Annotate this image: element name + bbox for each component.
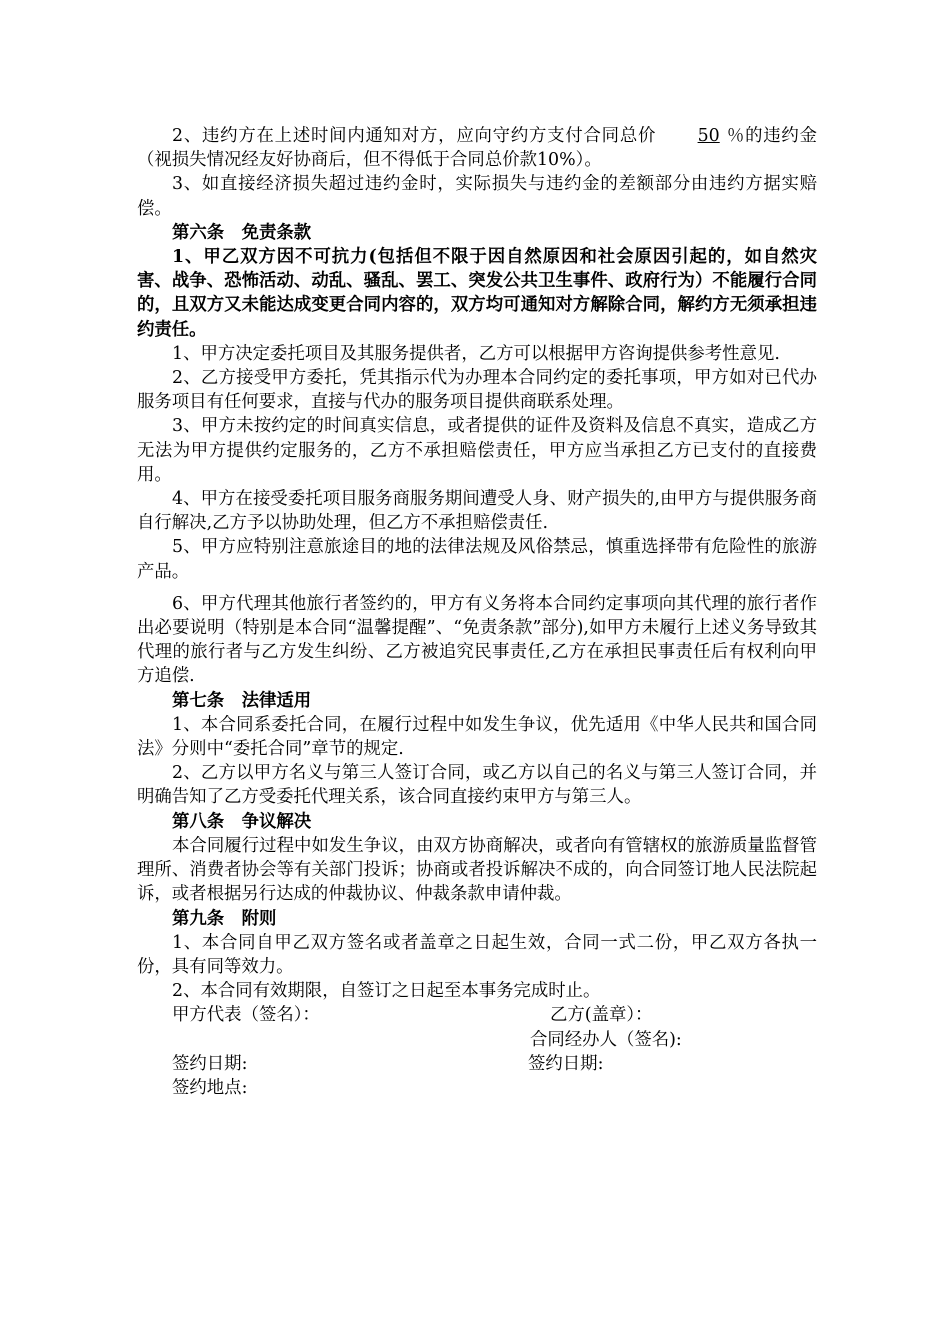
party-a-rep-label: 甲方代表（签名）： [172, 1005, 320, 1026]
exemption-clause-4: 4、甲方在接受委托项目服务商服务期间遭受人身、财产损失的,由甲方与提供服务商自行解决,乙方予以协助处理，但乙方不承担赔偿责任. [137, 489, 817, 534]
force-majeure-clause: 1、甲乙双方因不可抗力(包括但不限于因自然原因和社会原因引起的，如自然灾害、战争、恐怖活动、动乱、骚乱、罢工、突发公共卫生事件、政府行为）不能履行合同的，且双方又未能达成变更合同内容的，双方均可通知对方解除合同，解约方无须承担违约责任。 [137, 247, 817, 340]
law-clause-2: 2、乙方以甲方名义与第三人签订合同，或乙方以自己的名义与第三人签订合同，并明确告知了乙方受委托代理关系，该合同直接约束甲方与第三人。 [137, 763, 817, 808]
signature-row-3 [137, 1052, 817, 1076]
article-7-heading: 第七条 法律适用 [172, 690, 312, 711]
article-9-heading: 第九条 附则 [172, 908, 277, 929]
exemption-clause-1: 1、甲方决定委托项目及其服务提供者，乙方可以根据甲方咨询提供参考性意见. [172, 343, 780, 364]
penalty-percent-value: 50 [697, 126, 720, 146]
exemption-clause-6: 6、甲方代理其他旅行者签约的，甲方有义务将本合同约定事项向其代理的旅行者作出必要说明（特别是本合同“温馨提醒”、“免责条款”部分),如甲方未履行上述义务导致其代理的旅行者与乙方发生纠纷、乙方被追究民事责任,乙方在承担民事责任后有权利向甲方追偿. [137, 593, 817, 687]
clause-penalty-2 [137, 124, 817, 172]
exemption-clause-3: 3、甲方未按约定的时间真实信息，或者提供的证件及资料及信息不真实，造成乙方无法为甲方提供约定服务的，乙方不承担赔偿责任，甲方应当承担乙方已支付的直接费用。 [137, 416, 817, 485]
sign-date-b-label: 签约日期: [528, 1053, 604, 1074]
law-clause-1: 1、本合同系委托合同，在履行过程中如发生争议，优先适用《中华人民共和国合同法》分则中“委托合同”章节的规定. [137, 714, 817, 760]
exemption-clause-2: 2、乙方接受甲方委托，凭其指示代为办理本合同约定的委托事项，甲方如对已代办服务项目有任何要求，直接与代办的服务项目提供商联系处理。 [137, 368, 817, 413]
sign-place-label: 签约地点: [172, 1077, 248, 1098]
article-8-heading: 第八条 争议解决 [172, 811, 312, 832]
contract-page [137, 124, 817, 1100]
supplementary-clause-1: 1、本合同自甲乙双方签名或者盖章之日起生效，合同一式二份，甲乙双方各执一份，具有同等效力。 [137, 932, 817, 977]
article-6-heading: 第六条 免责条款 [172, 222, 312, 243]
agent-label: 合同经办人（签名): [530, 1029, 682, 1050]
signature-row-1 [137, 1003, 817, 1027]
supplementary-clause-2: 2、本合同有效期限，自签订之日起至本事务完成时止。 [172, 981, 601, 1002]
signature-row-2 [137, 1028, 817, 1052]
dispute-clause: 本合同履行过程中如发生争议，由双方协商解决，或者向有管辖权的旅游质量监督管理所、消费者协会等有关部门投诉；协商或者投诉解决不成的，向合同签订地人民法院起诉，或者根据另行达成的仲裁协议、仲裁条款申请仲裁。 [137, 835, 817, 905]
clause-penalty-2-text-end: ％的违约金（视损失情况经友好协商后，但不得低于合同总价款10%）。 [137, 126, 817, 171]
clause-penalty-2-text: 2、违约方在上述时间内通知对方，应向守约方支付合同总价 [172, 126, 657, 146]
sign-date-a-label: 签约日期: [172, 1053, 248, 1074]
exemption-clause-5: 5、甲方应特别注意旅途目的地的法律法规及风俗禁忌，慎重选择带有危险性的旅游产品。 [137, 537, 817, 582]
clause-penalty-3: 3、如直接经济损失超过违约金时，实际损失与违约金的差额部分由违约方据实赔偿。 [137, 174, 817, 219]
party-b-seal-label: 乙方(盖章）： [550, 1005, 653, 1026]
signature-row-4 [137, 1076, 817, 1100]
